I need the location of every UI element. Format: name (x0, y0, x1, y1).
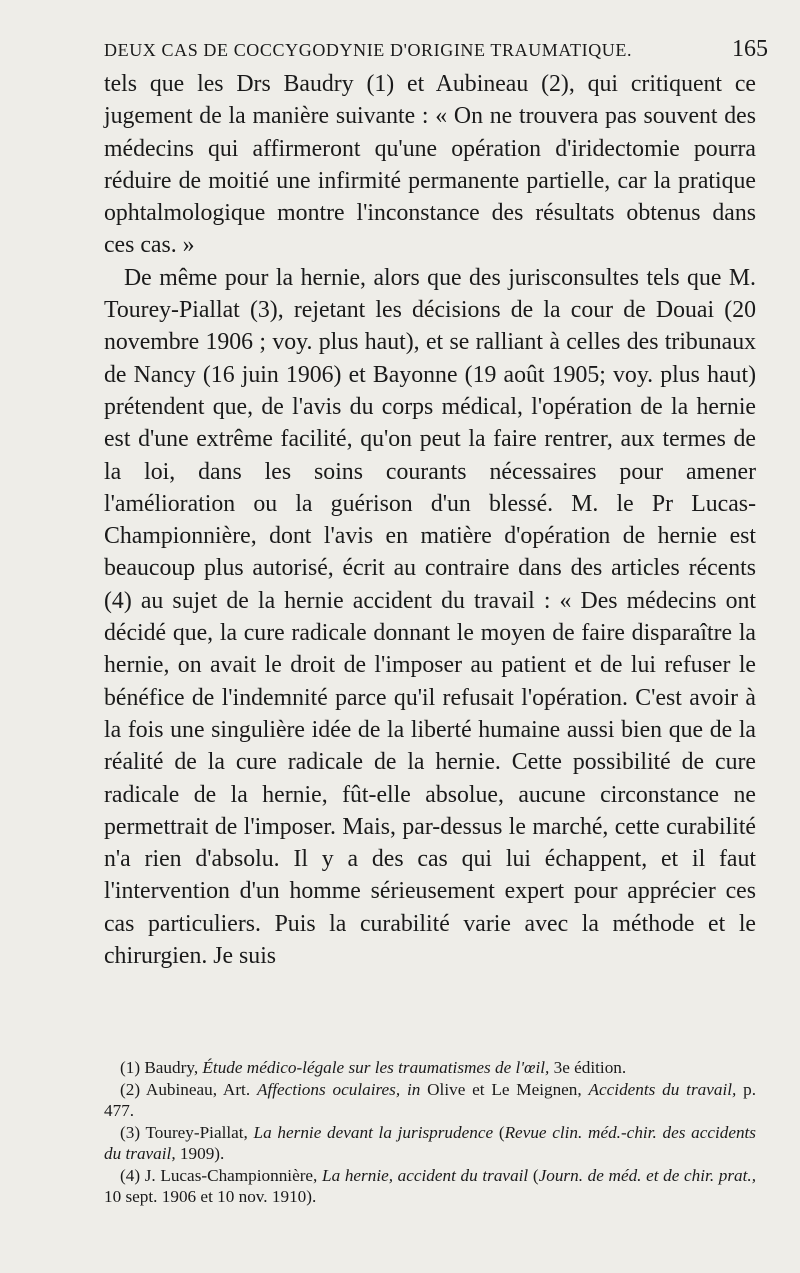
footnote-author: Tourey-Piallat, (145, 1122, 248, 1142)
running-title: DEUX CAS DE COCCYGODYNIE D'ORIGINE TRAUMATIQUE. (104, 40, 633, 60)
footnote-title: Étude médico-légale sur les traumatismes de l'œil, (202, 1058, 550, 1077)
footnote-marker: (3) (120, 1122, 141, 1142)
footnote-4 (104, 1165, 756, 1208)
footnote-2 (104, 1079, 756, 1122)
footnote-detail: 1909). (179, 1144, 225, 1163)
footnote-title: La hernie, accident du travail (322, 1165, 529, 1185)
paragraph-continued: tels que les Drs Baudry (1) et Aubineau (2), qui critiquent ce jugement de la manière suivante : « On ne trouvera pas souvent des médecins qui affirmeront qu'une opération d'iridectomie pourra réduire de moitié une infirmité permanente partielle, car la pratique ophtalmologique montre l'inconstance des résultats obtenus dans ces cas. » (104, 71, 756, 259)
footnote-title: La hernie devant la jurisprudence (253, 1122, 494, 1142)
footnote-3 (104, 1122, 756, 1165)
footnote-detail: 10 sept. 1906 et 10 nov. 1910). (104, 1187, 317, 1206)
footnote-title: Affections oculaires, in (256, 1079, 421, 1099)
running-head (104, 36, 768, 63)
footnote-detail: p. 477. (104, 1079, 757, 1120)
footnote-title: Accidents du travail, (588, 1079, 737, 1099)
footnote-marker: (1) (120, 1058, 141, 1077)
footnote-author: Aubineau, Art. (145, 1079, 251, 1099)
footnote-marker: (2) (120, 1079, 141, 1099)
page-number: 165 (732, 36, 768, 62)
footnote-1 (104, 1057, 756, 1079)
footnote-journal: Journ. de méd. et de chir. prat., (538, 1165, 757, 1185)
paragraph-hernie: De même pour la hernie, alors que des jurisconsultes tels que M. Tourey-Piallat (3), rejetant les décisions de la cour de Douai (20 novembre 1906 ; voy. plus haut), et se ralliant à celles des tribunaux de Nancy (16 juin 1906) et Bayonne (19 août 1905; voy. plus haut) prétendent que, de l'avis du corps médical, l'opération de la hernie est d'une extrême facilité, qu'on peut la faire rentrer, aux termes de la loi, dans les soins courants nécessaires pour amener l'amélioration ou la guérison d'un blessé. M. le Pr Lucas-Championnière, dont l'avis en matière d'opération de hernie est beaucoup plus autorisé, écrit au contraire dans des articles récents (4) au sujet de la hernie accident du travail : « Des médecins ont décidé que, la cure radicale donnant le moyen de faire disparaître la hernie, on avait le droit de l'imposer au patient et de lui refuser le bénéfice de l'indemnité parce qu'il refusait l'opération. C'est avoir à la fois une singulière idée de la liberté humaine aussi bien que de la réalité de la cure radicale de la hernie. Cette possibilité de cure radicale de la hernie, fût-elle absolue, aucune circonstance ne permettrait de l'imposer. Mais, par-dessus le marché, cette curabilité n'a rien d'absolu. Il y a des cas qui lui échappent, et il faut l'intervention d'un homme sérieusement expert pour apprécier ces cas particuliers. Puis la curabilité varie avec la méthode et le chirurgien. Je suis (104, 264, 756, 970)
footnote-detail: Olive et Le Meignen, (427, 1079, 582, 1099)
footnote-marker: (4) (120, 1165, 141, 1185)
footnote-author: Baudry, (144, 1058, 199, 1077)
footnote-author: J. Lucas-Championnière, (144, 1165, 318, 1185)
body-text (104, 68, 756, 972)
footnotes (104, 1057, 756, 1208)
footnote-paren: ( (532, 1165, 539, 1185)
footnote-journal: Revue clin. méd.-chir. des accidents du travail, (104, 1122, 757, 1163)
footnote-paren: ( (498, 1122, 505, 1142)
footnote-detail: 3e édition. (553, 1058, 627, 1077)
